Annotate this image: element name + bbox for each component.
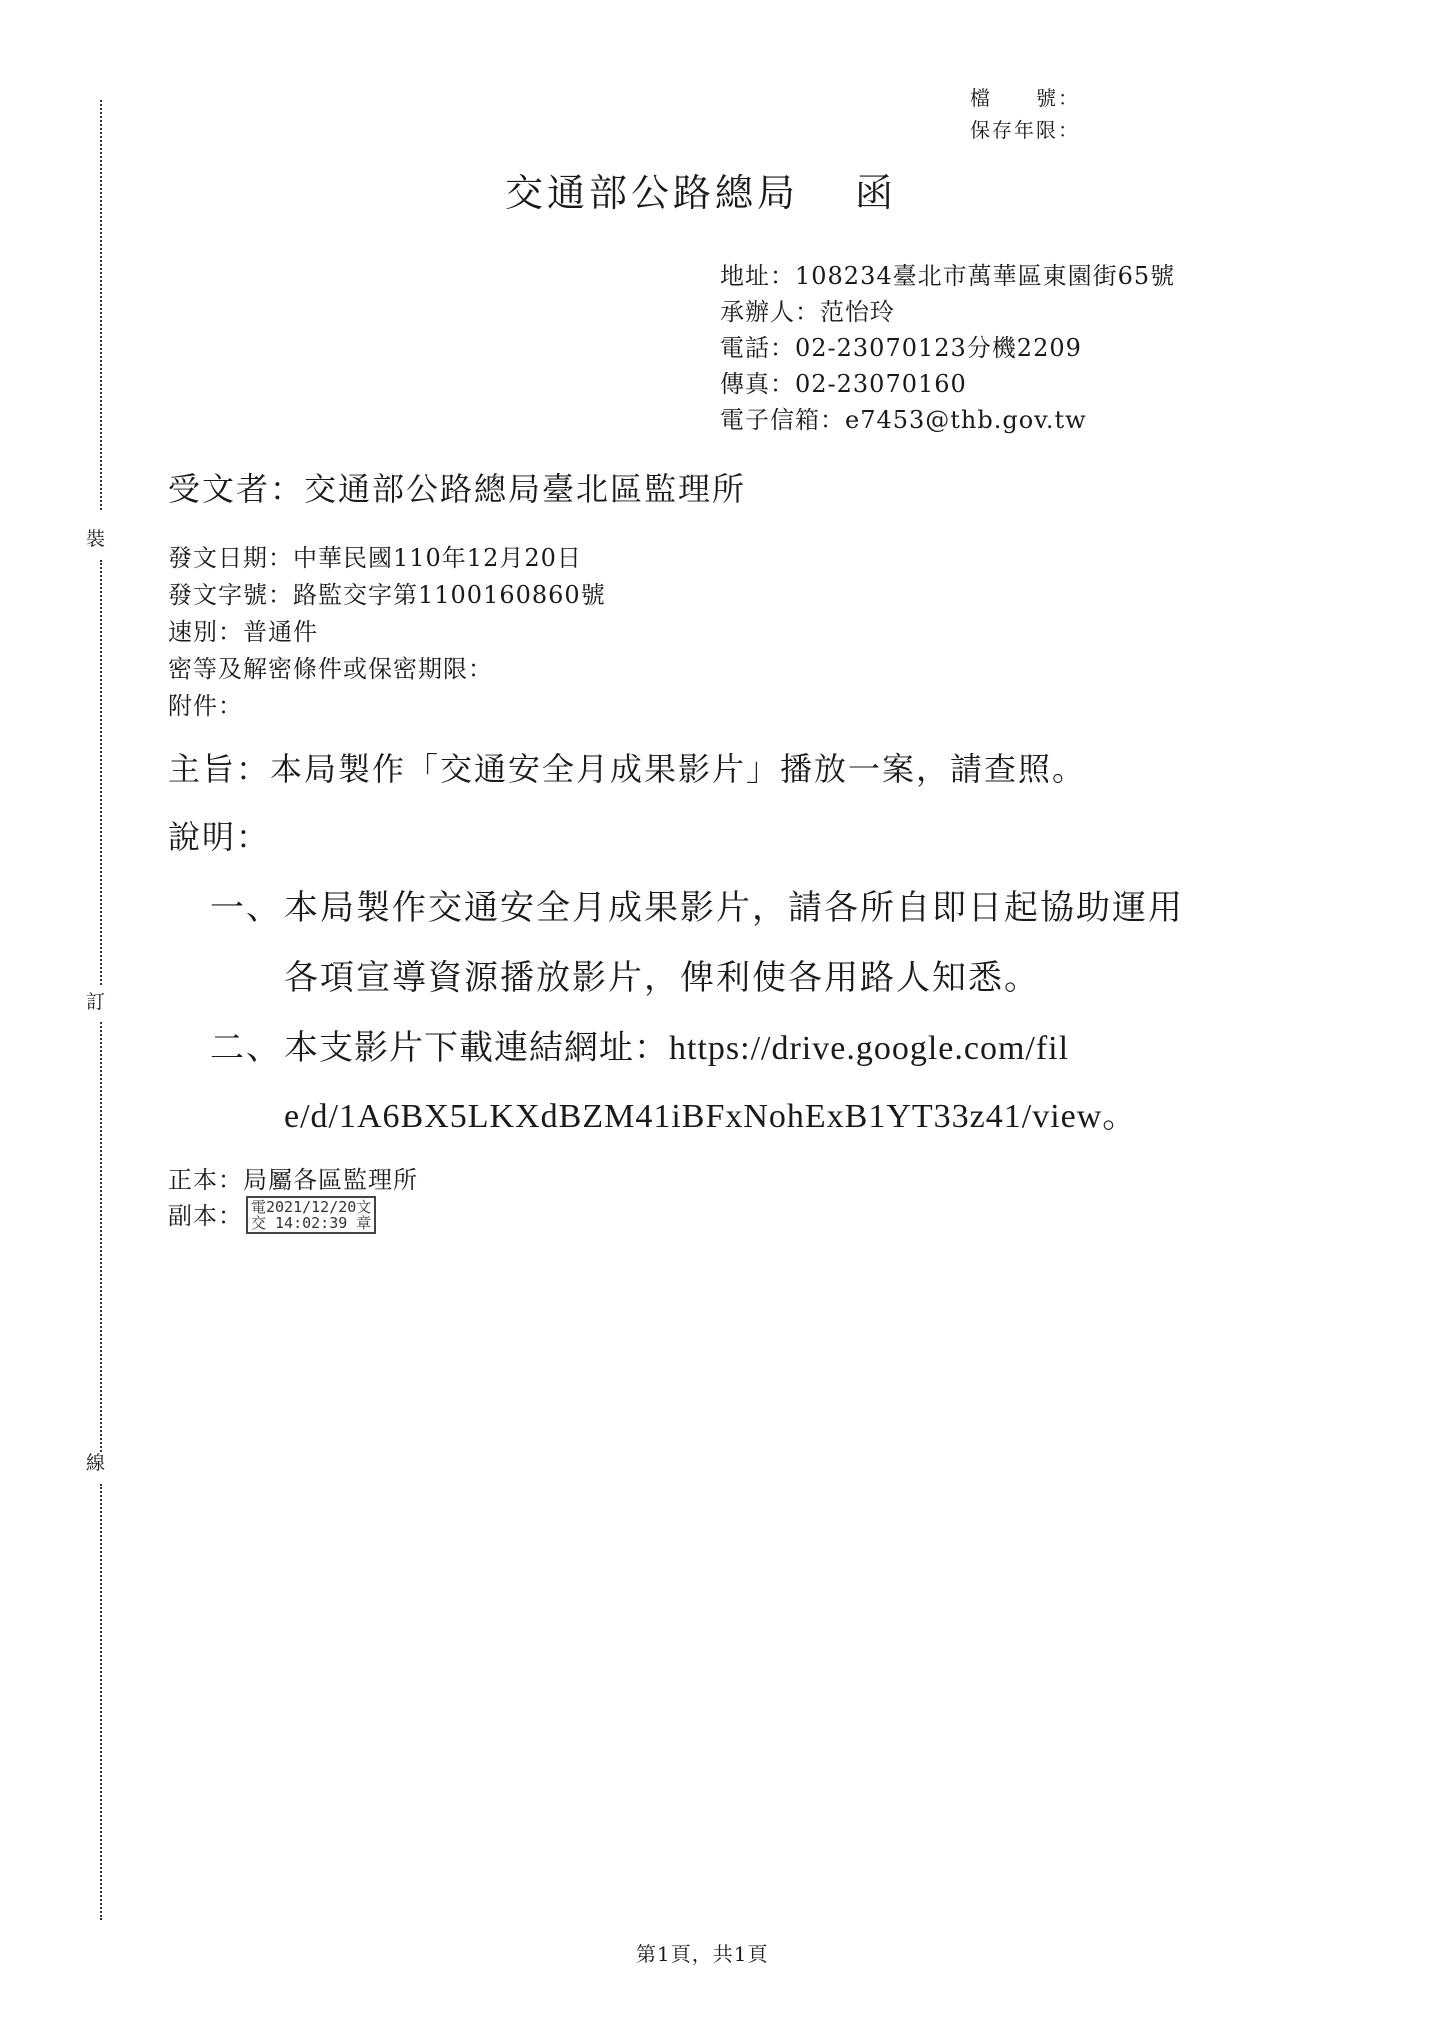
sender-address: 地址：108234臺北市萬華區東園街65號 [720,262,1176,290]
sender-info [720,258,1175,438]
binding-char-ding: 訂 [86,991,106,1013]
binding-char-zhuang: 裝 [86,528,106,550]
stamp-line-1: 電2021/12/20文 [251,1198,372,1216]
attachments: 附件： [168,692,243,720]
binding-line-mid1 [100,560,102,985]
binding-line-top [100,100,102,510]
issue-date: 發文日期：中華民國110年12月20日 [168,544,582,572]
retention-period-label: 保存年限： [970,118,1080,142]
original-recipients: 正本：局屬各區監理所 [168,1166,418,1194]
explanation-item-2-cont: e/d/1A6BX5LKXdBZM41iBFxNohExB1YT33z41/view。 [284,1098,1138,1135]
document-title [505,162,897,217]
urgency: 速別：普通件 [168,618,318,646]
classification: 密等及解密條件或保密期限： [168,655,493,683]
document-number: 發文字號：路監交字第1100160860號 [168,581,606,609]
binding-char-xian: 線 [86,1452,106,1474]
explanation-item-2 [210,1020,1069,1069]
dispatch-stamp [246,1196,376,1234]
document-meta [168,540,606,725]
recipient: 受文者：交通部公路總局臺北區監理所 [168,470,747,508]
copy-recipients-label: 副本： [168,1202,243,1230]
explanation-label: 說明： [168,818,271,856]
stamp-line-2: 交 14:02:39 章 [251,1214,372,1232]
sender-fax: 傳真：02-23070160 [720,370,967,398]
explanation-item-1-cont: 各項宣導資源播放影片，俾利使各用路人知悉。 [284,958,1040,998]
sender-phone: 電話：02-23070123分機2209 [720,334,1082,362]
sender-contact-person: 承辦人：范怡玲 [720,298,895,326]
sender-email: 電子信箱：e7453@thb.gov.tw [720,406,1087,434]
item-number: 一、 [210,888,282,928]
item-text-line1: 本局製作交通安全月成果影片，請各所自即日起協助運用 [284,888,1184,928]
subject: 主旨：本局製作「交通安全月成果影片」播放一案，請查照。 [168,750,1087,788]
page-number: 第1頁，共1頁 [636,1942,769,1966]
agency-name: 交通部公路總局 [505,171,800,215]
explanation-item-1 [210,880,1184,929]
binding-line-bottom [100,1484,102,1920]
binding-line-mid2 [100,1022,102,1452]
item-number: 二、 [210,1028,282,1068]
document-type: 函 [855,171,898,215]
file-number-label: 檔 號： [970,86,1080,110]
item-text-line1: 本支影片下載連結網址：https://drive.google.com/fil [284,1030,1070,1067]
